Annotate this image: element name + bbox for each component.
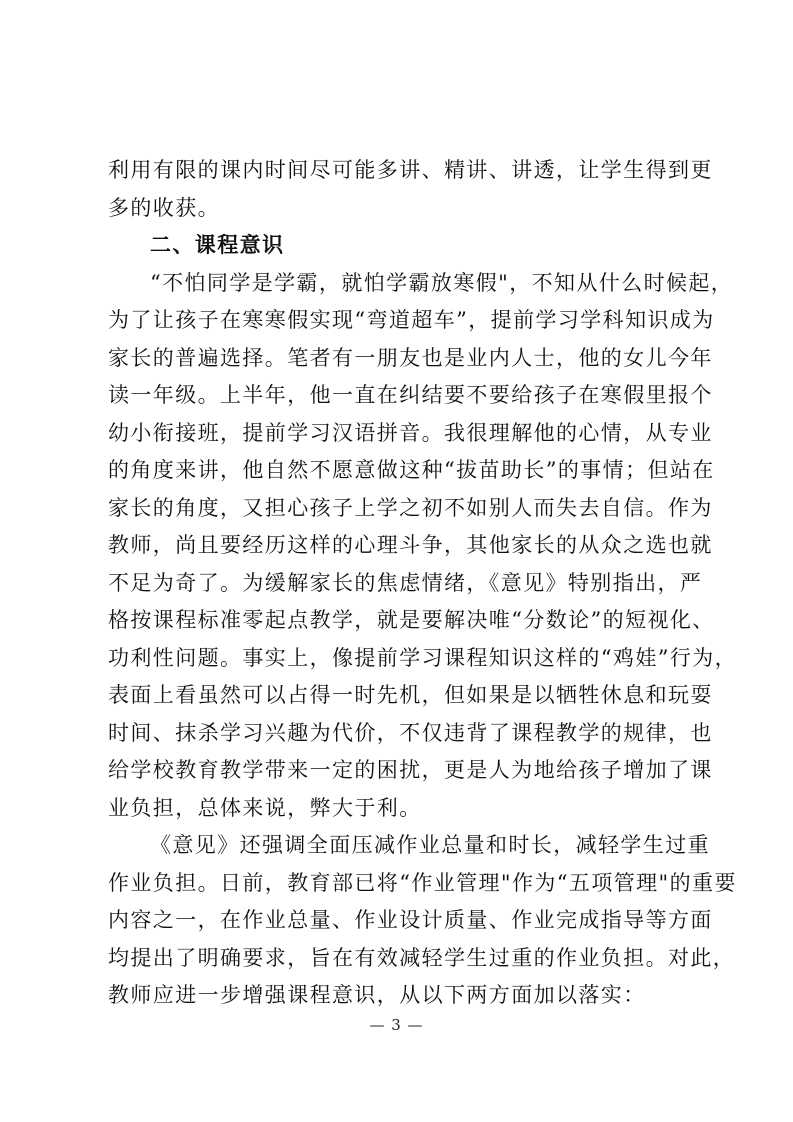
text-line: 功利性问题。事实上，像提前学习课程知识这样的“鸡娃”行为， (108, 645, 738, 670)
text-line: 幼小衔接班，提前学习汉语拼音。我很理解他的心情，从专业 (108, 420, 713, 445)
page-number: — 3 — (369, 1016, 424, 1034)
text-line: “不怕同学是学霸，就怕学霸放寒假"，不知从什么时候起， (150, 270, 734, 295)
text-line: 《意见》还强调全面压减作业总量和时长，减轻学生过重 (150, 833, 710, 857)
text-line: 不足为奇了。为缓解家长的焦虑情绪，《意见》特别指出，严 (108, 570, 703, 595)
section-heading: 二、课程意识 (150, 233, 285, 257)
text-line: 作业负担。日前，教育部已将“作业管理"作为“五项管理"的重要 (108, 870, 737, 895)
text-line: 时间、抹杀学习兴趣为代价，不仅违背了课程教学的规律，也 (108, 720, 713, 745)
text-line: 教师应进一步增强课程意识，从以下两方面加以落实： (108, 983, 646, 1007)
text-line: 格按课程标准零起点教学，就是要解决唯“分数论”的短视化、 (108, 608, 715, 632)
text-line: 内容之一，在作业总量、作业设计质量、作业完成指导等方面 (108, 908, 713, 932)
text-line: 利用有限的课内时间尽可能多讲、精讲、讲透，让学生得到更 (108, 158, 713, 182)
text-line: 均提出了明确要求，旨在有效减轻学生过重的作业负担。对此， (108, 945, 736, 970)
text-line: 教师，尚且要经历这样的心理斗争，其他家长的从众之选也就 (108, 533, 713, 557)
text-line: 业负担，总体来说，弊大于利。 (108, 795, 422, 820)
body-text (108, 152, 738, 1015)
text-line: 为了让孩子在寒寒假实现“弯道超车”，提前学习学科知识成为 (108, 308, 715, 332)
text-line: 给学校教育教学带来一定的困扰，更是人为地给孩子增加了课 (108, 758, 713, 782)
text-line: 家长的角度，又担心孩子上学之初不如别人而失去自信。作为 (108, 495, 713, 520)
text-line: 的角度来讲，他自然不愿意做这种“拔苗助长”的事情；但站在 (108, 458, 715, 482)
text-line: 读一年级。上半年，他一直在纠结要不要给孩子在寒假里报个 (108, 383, 713, 407)
text-line: 表面上看虽然可以占得一时先机，但如果是以牺牲休息和玩耍 (108, 683, 713, 707)
text-line: 多的收获。 (108, 195, 220, 220)
text-line: 家长的普遍选择。笔者有一朋友也是业内人士，他的女儿今年 (108, 345, 713, 370)
